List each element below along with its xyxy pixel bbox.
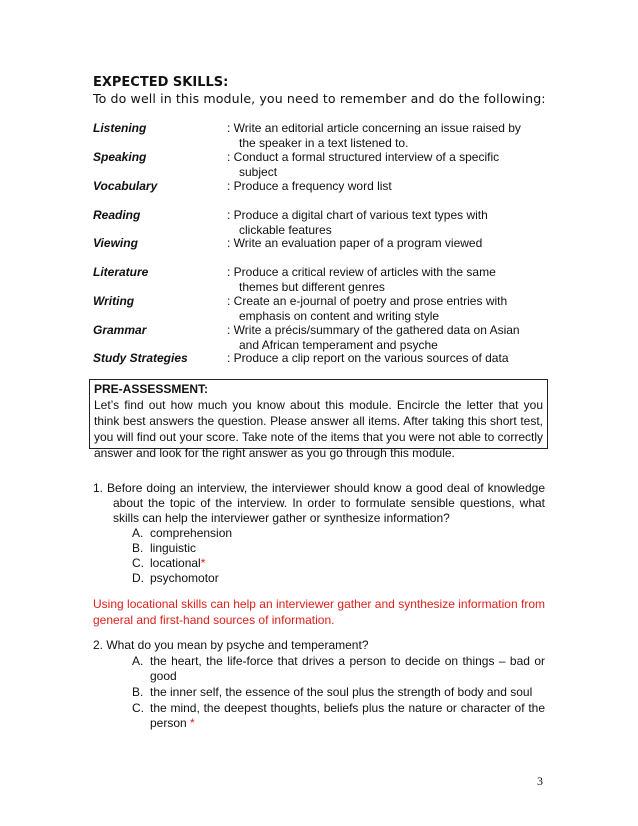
skill-name: Grammar (93, 323, 147, 337)
pre-assessment-instructions: Let’s find out how much you know about this module. Encircle the letter that you think best answers the question. Please answer all items. After taking this short test, you will find out your score. Take note of the items that you were not able to correctly answer and look for the right answer as you go through this module. (94, 398, 543, 460)
option-letter: C. (132, 701, 144, 715)
option-letter: D. (132, 571, 144, 585)
skill-name: Vocabulary (93, 179, 158, 193)
page-number: 3 (537, 774, 543, 788)
skill-description: : Produce a frequency word list (227, 179, 392, 193)
answer-option-c[interactable] (93, 556, 545, 571)
skill-name: Literature (93, 265, 149, 279)
skill-description: : Write an evaluation paper of a program viewed (227, 236, 483, 250)
expected-skills-heading: EXPECTED SKILLS: (93, 75, 229, 90)
question-1 (93, 481, 545, 586)
skill-name: Speaking (93, 150, 147, 164)
option-letter: B. (132, 541, 144, 555)
answer-option-a[interactable] (93, 526, 545, 541)
skill-description: : Produce a digital chart of various text types with clickable features (227, 208, 488, 237)
option-text: locational (150, 556, 201, 570)
skill-name: Viewing (93, 236, 138, 250)
option-text: comprehension (150, 526, 233, 540)
skill-description: : Produce a critical review of articles with the same themes but different genres (227, 265, 496, 294)
skill-description: : Write an editorial article concerning an issue raised by the speaker in a text listened to. (227, 121, 521, 150)
answer-option-c[interactable] (93, 701, 545, 731)
skill-description: : Produce a clip report on the various sources of data (227, 351, 509, 365)
skill-description: : Conduct a formal structured interview of a specific subject (227, 150, 500, 179)
question-stem: 1. Before doing an interview, the interviewer should know a good deal of knowledge about the topic of the interview. In order to formulate sensible questions, what skills can help the interviewer gather or synthesize information? (93, 481, 545, 525)
option-letter: A. (132, 654, 144, 668)
skill-name: Writing (93, 294, 135, 308)
correct-answer-mark: * (190, 716, 195, 730)
answer-option-b[interactable] (93, 685, 545, 700)
option-letter: A. (132, 526, 144, 540)
pre-assessment-box (89, 379, 548, 460)
question-2 (93, 638, 545, 731)
option-text: linguistic (150, 541, 197, 555)
option-text: the inner self, the essence of the soul plus the strength of body and soul (150, 685, 533, 699)
answer-option-d[interactable] (93, 571, 545, 586)
option-text: the heart, the life-force that drives a person to decide on things – bad or good (150, 654, 545, 683)
skill-name: Study Strategies (93, 351, 188, 365)
option-text: the mind, the deepest thoughts, beliefs plus the nature or character of the person (150, 701, 545, 730)
answer-option-b[interactable] (93, 541, 545, 556)
question-stem: 2. What do you mean by psyche and temperament? (93, 638, 369, 652)
expected-skills-intro: To do well in this module, you need to remember and do the following: (93, 91, 546, 106)
pre-assessment-heading: PRE-ASSESSMENT: (94, 382, 209, 396)
option-text: psychomotor (150, 571, 219, 585)
option-letter: B. (132, 685, 144, 699)
skill-name: Listening (93, 121, 147, 135)
skill-description: : Create an e-journal of poetry and prose entries with emphasis on content and writing style (227, 294, 508, 323)
skill-description: : Write a précis/summary of the gathered data on Asian and African temperament and psyche (227, 323, 520, 352)
answer-explanation: Using locational skills can help an interviewer gather and synthesize information from general and first-hand sources of information. (93, 597, 545, 627)
answer-option-a[interactable] (93, 654, 545, 684)
skill-name: Reading (93, 208, 141, 222)
correct-answer-mark: * (200, 556, 206, 570)
option-letter: C. (132, 556, 144, 570)
